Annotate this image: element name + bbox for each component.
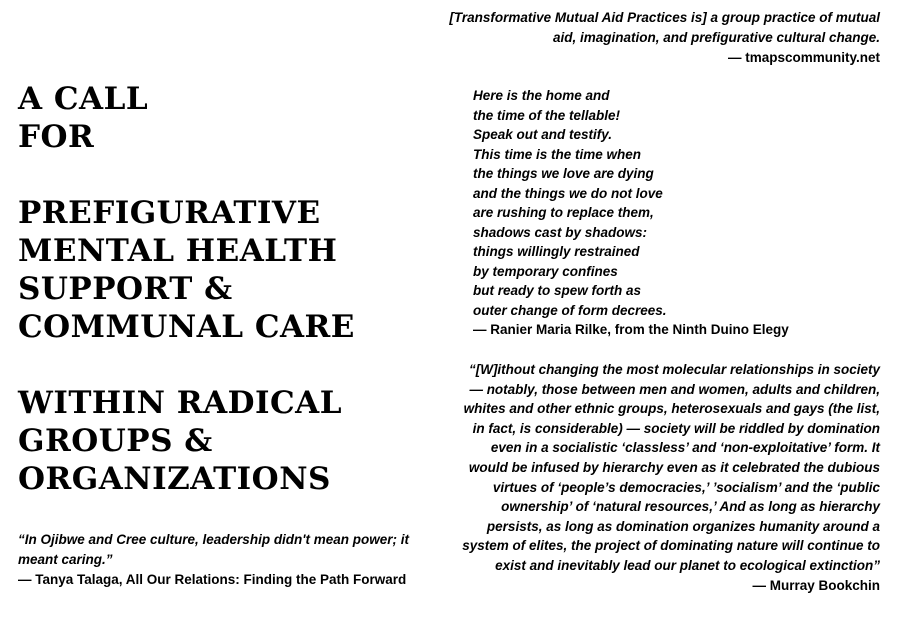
bookchin-quote: “[W]ithout changing the most molecular relationships in society — notably, those between men and women, adults and children, whites and other ethnic groups, heterosexuals and gays (the list, in fact, is considerable) — society will be riddled by domination even in a socialistic ‘classless’ and ‘non-exploitative’ form. It would be infused by hierarchy even as it celebrated the dubious virtues of ‘people’s democracies,’ ’socialism’ and the ‘public ownership’ of ‘natural resources,’ And as long as hierarchy persists, as long as domination organizes humanity around a system of elites, the project of dominating nature will continue to exist and inevitably lead our planet to ecological extinction” — [462, 362, 880, 573]
title-line: COMMUNAL CARE — [18, 309, 355, 345]
tmaps-attribution: — tmapscommunity.net — [727, 50, 880, 65]
title-line: FOR — [18, 119, 95, 155]
poem-line: are rushing to replace them, — [473, 205, 654, 220]
title-line: SUPPORT & — [18, 271, 233, 307]
rilke-attribution: — Ranier Maria Rilke, from the Ninth Duino Elegy — [473, 322, 789, 337]
bookchin-quote-block — [460, 360, 880, 595]
talaga-quote-block — [18, 530, 430, 590]
title-line: A CALL — [18, 81, 149, 117]
poem-line: and the things we do not love — [473, 185, 663, 201]
poem-line: by temporary confines — [473, 263, 618, 279]
poem-line: Speak out and testify. — [473, 127, 613, 142]
poem-line: outer change of form decrees. — [473, 302, 667, 318]
poem-line: Here is the home and — [473, 88, 610, 103]
bookchin-attribution: — Murray Bookchin — [752, 577, 880, 593]
tmaps-quote: [Transformative Mutual Aid Practices is] a group practice of mutual aid, imagination, and prefigurative cultural change. — [449, 10, 880, 45]
poem-line: This time is the time when — [473, 146, 642, 162]
tmaps-quote-block — [440, 8, 880, 68]
poem-line: things willingly restrained — [473, 244, 640, 259]
title-line: MENTAL HEALTH — [18, 233, 338, 269]
poem-line: the things we love are dying — [473, 166, 654, 181]
poem-line: the time of the tellable! — [473, 107, 621, 123]
poem-line: but ready to spew forth as — [473, 283, 642, 298]
poem-line: shadows cast by shadows: — [473, 224, 648, 240]
talaga-attribution: — Tanya Talaga, All Our Relations: Finding the Path Forward — [18, 572, 407, 587]
title-line: WITHIN RADICAL — [18, 385, 343, 421]
title-line: ORGANIZATIONS — [18, 461, 331, 497]
title-line: PREFIGURATIVE — [18, 195, 321, 231]
rilke-poem — [473, 86, 873, 340]
talaga-quote: “In Ojibwe and Cree culture, leadership didn't mean power; it meant caring.” — [18, 532, 410, 567]
pamphlet-title — [18, 80, 355, 498]
title-line: GROUPS & — [18, 423, 213, 459]
